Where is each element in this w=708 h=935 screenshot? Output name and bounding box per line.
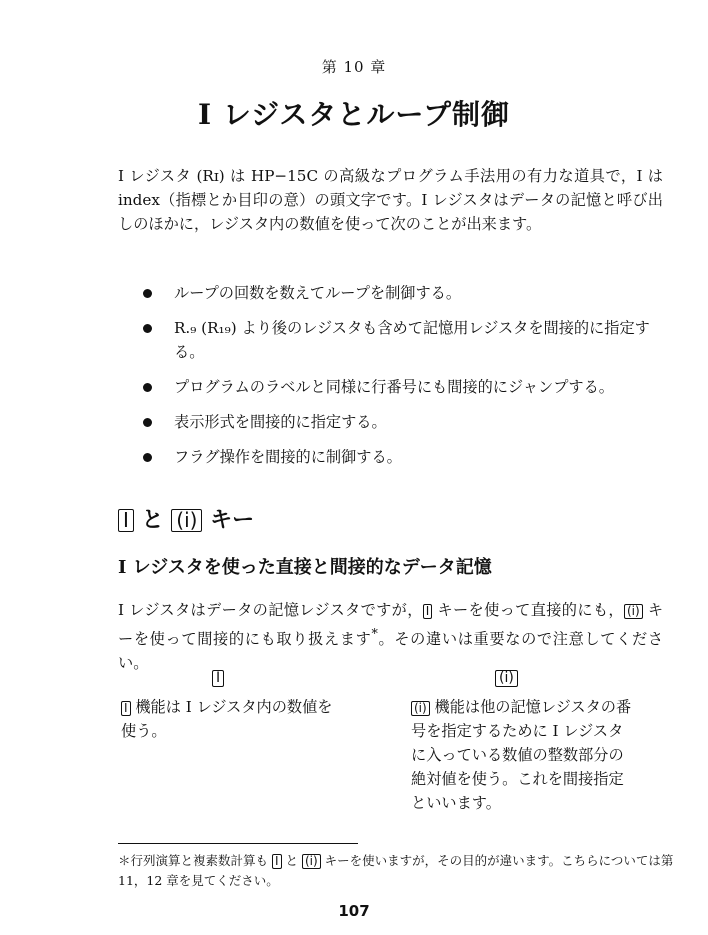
- feature-list: [140, 281, 670, 480]
- heading-suffix: キー: [210, 508, 255, 533]
- paren-i-key-icon: (i): [495, 670, 518, 687]
- footnote-text: キーを使いますが，その目的が違います。こちらについては第 11，12 章を見てください。: [118, 853, 674, 888]
- i-key-icon: I: [121, 701, 131, 716]
- chapter-label: 第 10 章: [321, 58, 387, 76]
- list-item-text: プログラムのラベルと同様に行番号にも間接的にジャンプする。: [174, 378, 614, 396]
- direct-indirect-paragraph: [118, 598, 663, 675]
- section-heading: [118, 503, 254, 534]
- left-column-key-header: [212, 670, 224, 687]
- footnote-text: と: [281, 853, 302, 868]
- paren-i-key-icon: (i): [411, 701, 430, 716]
- list-item-text: フラグ操作を間接的に制御する。: [174, 448, 402, 466]
- footnote: [118, 851, 678, 891]
- left-column-text: [121, 695, 336, 743]
- right-column-key-header: [495, 670, 518, 687]
- i-key-icon: I: [272, 854, 282, 869]
- list-item: [140, 316, 670, 364]
- intro-paragraph: I レジスタ (Rɪ) は HP−15C の高級なプログラム手法用の有力な道具で，I は index（指標とか目印の意）の頭文字です。I レジスタはデータの記憶と呼び出しのほかに，レジスタ内の数値を使って次のことが出来ます。: [118, 167, 663, 233]
- list-item-text: ループの回数を数えてループを制御する。: [174, 284, 462, 302]
- list-item-text: 表示形式を間接的に指定する。: [174, 413, 387, 431]
- list-item: [140, 410, 670, 434]
- list-item: [140, 375, 670, 399]
- paren-i-key-icon: (i): [302, 854, 321, 869]
- paren-i-key-icon: (i): [624, 604, 643, 619]
- paragraph-text: キーを使って間接的にも取り扱えます: [118, 601, 664, 649]
- paragraph-text: I レジスタはデータの記憶レジスタですが，: [118, 601, 423, 619]
- paragraph-text: キーを使って直接的にも，: [432, 601, 624, 619]
- i-key-icon: I: [423, 604, 433, 619]
- bullet-dot-icon: [143, 324, 152, 333]
- bullet-dot-icon: [143, 383, 152, 392]
- footnote-divider: [118, 843, 358, 844]
- bullet-dot-icon: [143, 453, 152, 462]
- footnote-text: ＊行列演算と複素数計算も: [118, 853, 272, 868]
- list-item: [140, 445, 670, 469]
- bullet-dot-icon: [143, 418, 152, 427]
- i-key-icon: I: [212, 670, 224, 687]
- i-key-icon: I: [118, 509, 134, 532]
- paragraph-text: 。その違いは重要なので注意してください。: [118, 630, 664, 673]
- column-text: 機能は I レジスタ内の数値を使う。: [121, 698, 333, 740]
- column-text: 機能は他の記憶レジスタの番号を指定するために I レジスタに入っている数値の整数部分の絶対値を使う。これを間接指定といいます。: [411, 698, 632, 812]
- list-item: [140, 281, 670, 305]
- chapter-title: I レジスタとループ制御: [198, 98, 510, 131]
- page-number: 107: [338, 902, 370, 920]
- bullet-dot-icon: [143, 289, 152, 298]
- heading-connector: と: [141, 508, 164, 533]
- list-item-text: R.₉ (R₁₉) より後のレジスタも含めて記憶用レジスタを間接的に指定する。: [174, 319, 650, 361]
- right-column-text: [411, 695, 636, 815]
- subsection-heading: I レジスタを使った直接と間接的なデータ記憶: [118, 557, 492, 578]
- footnote-marker: *: [371, 626, 378, 641]
- paren-i-key-icon: (i): [171, 509, 202, 532]
